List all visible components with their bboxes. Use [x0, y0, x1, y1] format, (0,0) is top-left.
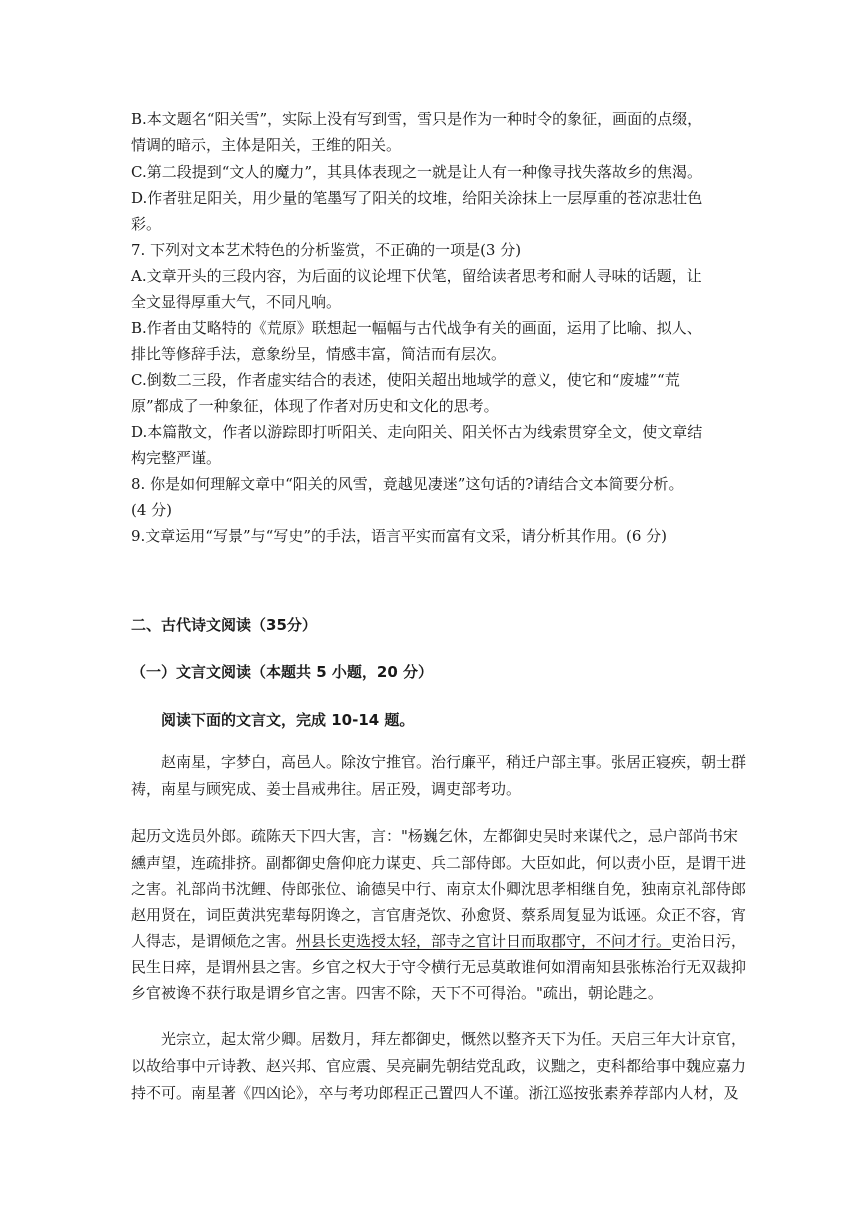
passage-p3-line1: 光宗立，起太常少卿。居数月，拜左都御史，慨然以整齐天下为任。天启三年大计京官，	[161, 1030, 747, 1048]
q6-option-d-line1: D.作者驻足阳关，用少量的笔墨写了阳关的坟堆，给阳关涂抹上一层厚重的苍凉悲壮色	[131, 189, 703, 207]
q6-option-c: C.第二段提到“文人的魔力”，其具体表现之一就是让人有一种像寻找失落故乡的焦渴。	[131, 163, 703, 181]
passage-text: 吏治日污，	[671, 932, 747, 950]
q6-option-d-line2: 彩。	[131, 215, 162, 233]
section-title: 二、古代诗文阅读（35分）	[131, 616, 317, 634]
passage-p2-line1: 起历文选员外郎。疏陈天下四大害，言："杨巍乞休，左都御史吴时来谋代之，忌户部尚书宋	[131, 827, 738, 845]
underlined-sentence: 州县长吏选授太轻，部寺之官计日而取郡守，不问才行。	[296, 932, 672, 950]
q7-option-a-line1: A.文章开头的三段内容，为后面的议论埋下伏笔，留给读者思考和耐人寻味的话题，让	[131, 267, 702, 285]
q6-option-b-line1: B.本文题名“阳关雪”，实际上没有写到雪，雪只是作为一种时令的象征，画面的点缀，	[131, 110, 703, 128]
passage-p1-line2: 祷，南星与顾宪成、姜士昌戒弗往。居正殁，调吏部考功。	[131, 780, 522, 798]
q7-option-a-line2: 全文显得厚重大气，不同凡响。	[131, 293, 342, 311]
passage-p2-line2: 纁声望，连疏排挤。副都御史詹仰庇力谋吏、兵二部侍郎。大臣如此，何以责小臣，是谓干进	[131, 854, 747, 872]
q7-option-b-line2: 排比等修辞手法，意象纷呈，情感丰富，简洁而有层次。	[131, 345, 507, 363]
q7-option-b-line1: B.作者由艾略特的《荒原》联想起一幅幅与古代战争有关的画面，运用了比喻、拟人、	[131, 319, 702, 337]
passage-p2-line3: 之害。礼部尚书沈鲤、侍郎张位、谕德吴中行、南京太仆卿沈思孝相继自免，独南京礼部侍郎	[131, 880, 747, 898]
q7-option-d-line2: 构完整严谨。	[131, 449, 222, 467]
q9: 9.文章运用“写景”与“写史”的手法，语言平实而富有文采，请分析其作用。(6 分)	[131, 527, 668, 545]
passage-p2-line7: 乡官被谗不获行取是谓乡官之害。四害不除，天下不可得治。"疏出，朝论韪之。	[131, 984, 663, 1002]
passage-p3-line3: 持不可。南星著《四凶论》，卒与考功郎程正己置四人不谨。浙江巡按张素养荐部内人材，及	[131, 1084, 739, 1102]
q7-option-c-line1: C.倒数二三段，作者虚实结合的表述，使阳关超出地域学的意义，使它和“废墟”“荒	[131, 371, 680, 389]
passage-p2-line5	[131, 931, 746, 951]
passage-p1-line1: 赵南星，字梦白，高邑人。除汝宁推官。治行廉平，稍迁户部主事。张居正寝疾，朝士群	[161, 753, 747, 771]
passage-p3-line2: 以故给事中亓诗教、赵兴邦、官应震、吴亮嗣先朝结党乱政，议黜之，吏科都给事中魏应嘉力	[131, 1057, 747, 1075]
reading-instruction: 阅读下面的文言文，完成 10-14 题。	[161, 711, 415, 729]
passage-p2-line4: 赵用贤在，词臣黄洪宪辈每阴谗之，言官唐尧饮、孙愈贤、蔡系周复显为诋诬。众正不容，宵	[131, 906, 747, 924]
q7-option-d-line1: D.本篇散文，作者以游踪即打听阳关、走向阳关、阳关怀古为线索贯穿全文，使文章结	[131, 423, 703, 441]
q6-option-b-line2: 情调的暗示，主体是阳关，王维的阳关。	[131, 136, 402, 154]
q8-line1: 8. 你是如何理解文章中“阳关的风雪，竟越见凄迷”这句话的?请结合文本简要分析。	[131, 475, 684, 493]
q8-line2: (4 分)	[131, 501, 173, 519]
passage-p2-line6: 民生日瘁，是谓州县之害。乡官之权大于守令横行无忌莫敢谁何如渭南知县张栋治行无双裁抑	[131, 958, 747, 976]
subsection-title: （一）文言文阅读（本题共 5 小题，20 分）	[131, 663, 433, 681]
q7-option-c-line2: 原”都成了一种象征，体现了作者对历史和文化的思考。	[131, 397, 499, 415]
passage-text: 人得志，是谓倾危之害。	[131, 932, 297, 950]
q7-stem: 7. 下列对文本艺术特色的分析鉴赏，不正确的一项是(3 分)	[131, 241, 522, 259]
